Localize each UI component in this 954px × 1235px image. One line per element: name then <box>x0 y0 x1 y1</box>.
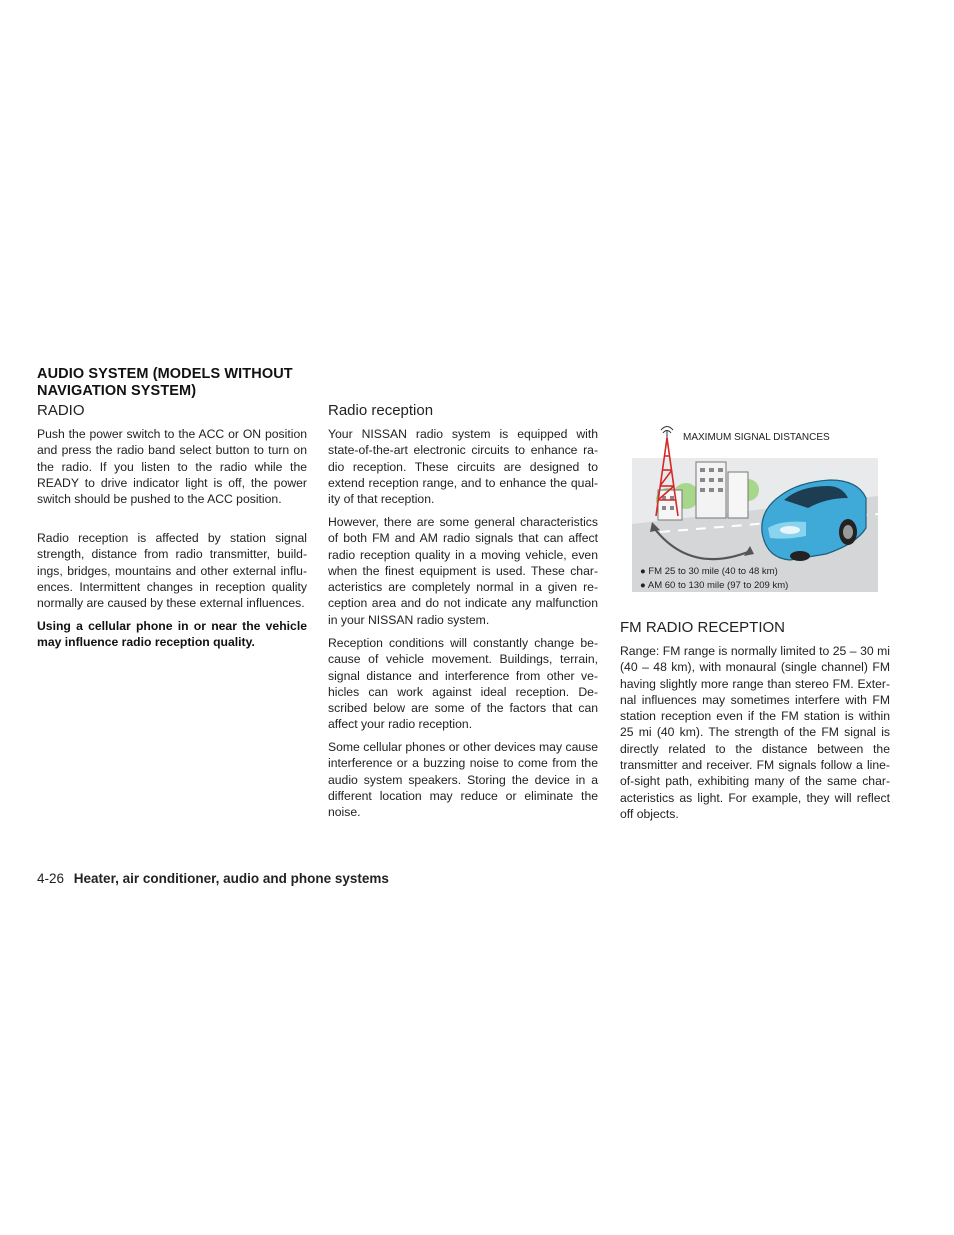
radio-subhead: RADIO <box>37 402 85 419</box>
radio-paragraph-2: Radio reception is affected by station signal strength, distance from radio transmitter, buildings, bridges, mountains and other external influences. Intermittent changes in reception quality normally are caused by these external influences. <box>37 531 307 611</box>
signal-waves-icon <box>661 427 673 439</box>
reception-paragraph-2: However, there are some general characteristics of both FM and AM radio signals that can affect radio reception quality in a moving vehicle, even when the finest equipment is used. These characteristics are completely normal in a given reception area and do not indicate any malfunction in your NISSAN radio system. <box>328 515 598 627</box>
reception-paragraph-1: Your NISSAN radio system is equipped with state-of-the-art electronic circuits to enhance radio reception. These circuits are designed to extend reception range, and to enhance the quality of that reception. <box>328 427 598 507</box>
radio-reception-subhead: Radio reception <box>328 402 434 419</box>
signal-distance-illustration <box>630 424 878 594</box>
fm-range-legend: ● FM 25 to 30 mile (40 to 48 km) <box>640 566 778 577</box>
reception-paragraph-3: Reception conditions will constantly change because of vehicle movement. Buildings, terrain, signal distance and interference from other vehicles can work against ideal reception. Described below are some of the factors that can affect your radio reception. <box>328 636 598 732</box>
am-range-legend: ● AM 60 to 130 mile (97 to 209 km) <box>640 580 789 591</box>
reception-paragraph-4: Some cellular phones or other devices may cause interference or a buzzing noise to come from the audio system speakers. Storing the device in a different location may reduce or eliminate the noise. <box>328 740 598 820</box>
fm-reception-paragraph: Range: FM range is normally limited to 25 – 30 mi (40 – 48 km), with monaural (single channel) FM having slightly more range than stereo FM. External influences may sometimes interfere with FM station reception even if the FM station is within 25 mi (40 km). The strength of the FM signal is directly related to the distance between the transmitter and receiver. FM signals follow a line-of-sight path, exhibiting many of the same characteristics as light. For example, they will reflect off objects. <box>620 644 890 821</box>
page-footer <box>37 871 389 887</box>
cellular-phone-warning: Using a cellular phone in or near the vehicle may influence radio reception quality. <box>37 619 307 650</box>
fm-radio-reception-subhead: FM RADIO RECEPTION <box>620 619 786 636</box>
radio-paragraph-1: Push the power switch to the ACC or ON position and press the radio band select button to turn on the radio. If you listen to the radio while the READY to drive indicator light is off, the power switch should be pushed to the ACC position. <box>37 427 307 507</box>
section-title: AUDIO SYSTEM (MODELS WITHOUT NAVIGATION SYSTEM) <box>37 366 293 399</box>
chapter-title: Heater, air conditioner, audio and phone systems <box>73 871 389 886</box>
figure-title: MAXIMUM SIGNAL DISTANCES <box>683 432 830 443</box>
page-number: 4-26 <box>37 871 65 886</box>
